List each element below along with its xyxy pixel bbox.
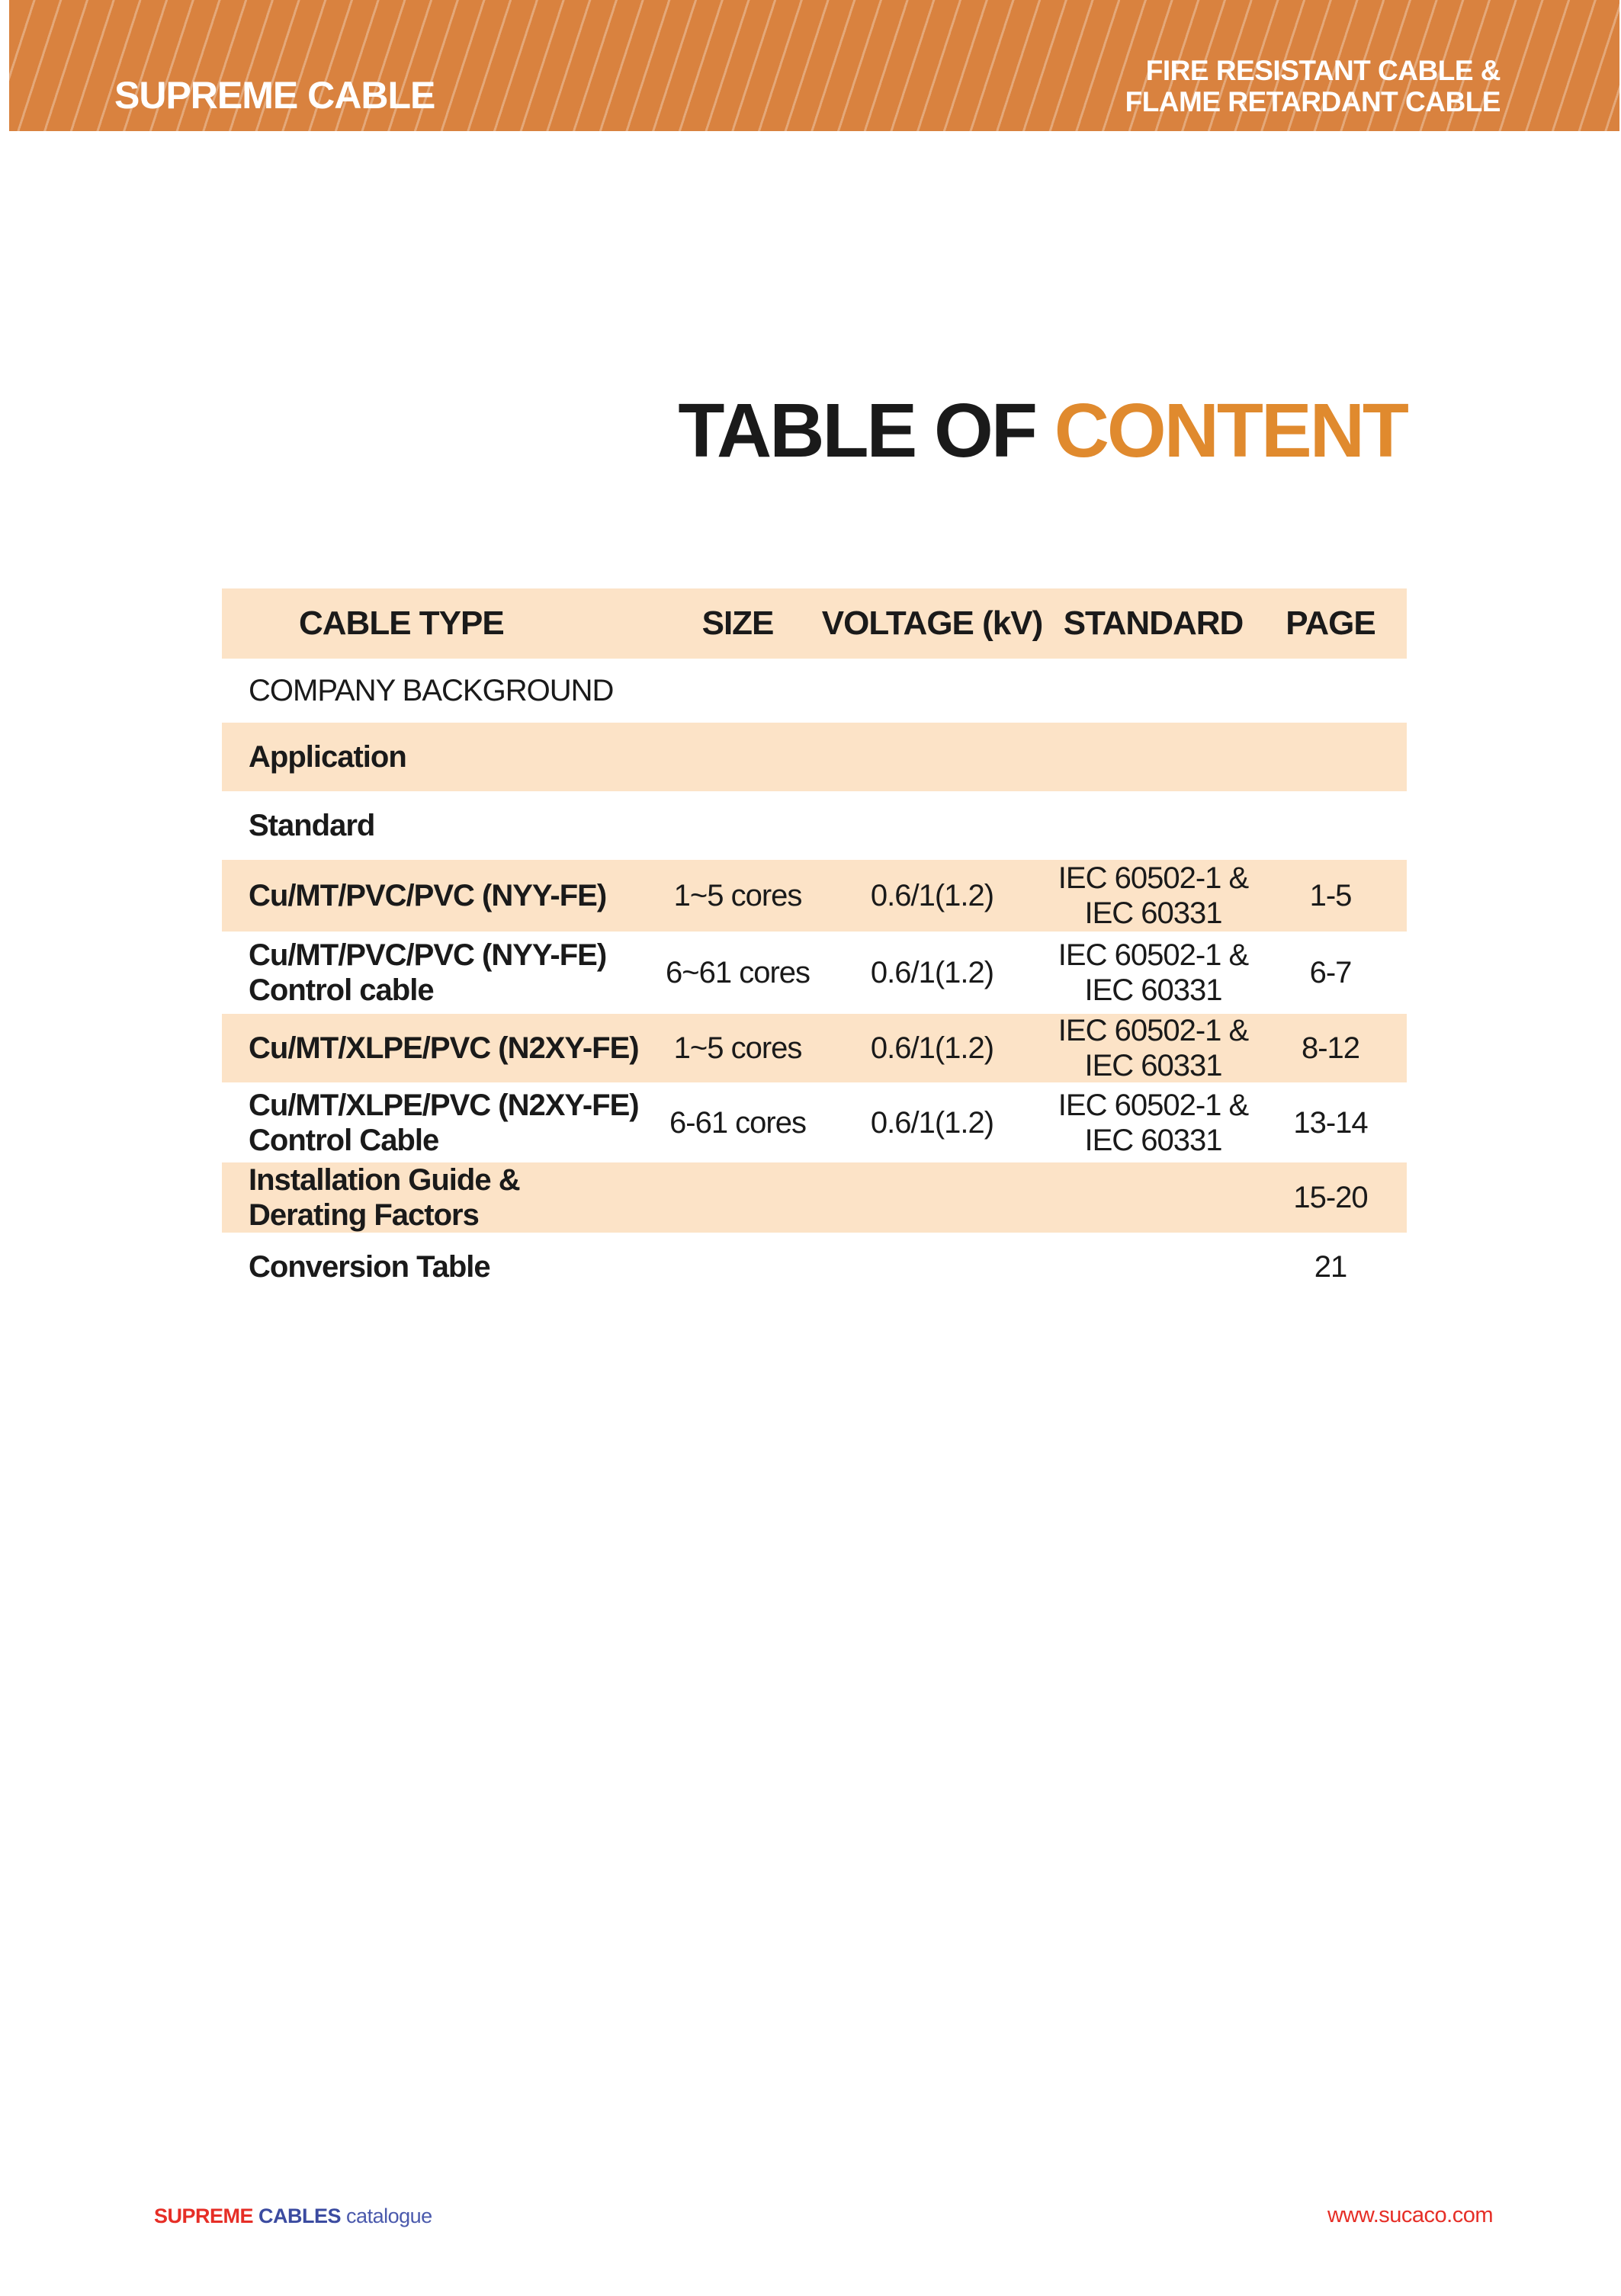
standard-line1: IEC 60502-1 & — [1058, 861, 1249, 895]
standard-line1: IEC 60502-1 & — [1058, 1088, 1249, 1122]
page-cell: 21 — [1314, 1249, 1347, 1284]
cable-line1: Cu/MT/XLPE/PVC (N2XY-FE) — [249, 1088, 639, 1122]
page-cell: 15-20 — [1293, 1181, 1368, 1214]
standard-line2: IEC 60331 — [1084, 896, 1222, 930]
standard-cell — [1052, 1013, 1254, 1083]
toc-row-application — [222, 723, 1407, 791]
voltage-cell: 0.6/1(1.2) — [870, 879, 994, 912]
footer-brand-blue: CABLES — [253, 2205, 347, 2227]
footer-website-link[interactable]: www.sucaco.com — [1327, 2203, 1493, 2227]
footer-brand — [154, 2205, 432, 2228]
toc-entry-label: COMPANY BACKGROUND — [249, 674, 614, 707]
size-cell: 1~5 cores — [673, 1031, 802, 1065]
size-cell: 6-61 cores — [669, 1105, 806, 1140]
header-subtitle-line2: FLAME RETARDANT CABLE — [1125, 86, 1501, 117]
toc-row-n2xy-fe — [222, 1014, 1407, 1082]
cable-line2: Control cable — [249, 973, 434, 1007]
toc-row-installation-guide — [222, 1162, 1407, 1233]
header-subtitle-line1: FIRE RESISTANT CABLE & — [1145, 55, 1501, 86]
page-cell: 13-14 — [1293, 1105, 1368, 1140]
toc-row-company-background — [222, 659, 1407, 723]
cable-line1: Cu/MT/PVC/PVC (NYY-FE) — [249, 938, 607, 972]
standard-cell — [1052, 861, 1254, 931]
standard-line2: IEC 60331 — [1084, 1049, 1222, 1082]
toc-entry-label — [222, 1162, 663, 1233]
footer-brand-catalogue: catalogue — [346, 2205, 432, 2227]
standard-cell — [1052, 938, 1254, 1008]
toc-entry-label: Conversion Table — [249, 1249, 490, 1284]
page-cell: 8-12 — [1301, 1031, 1360, 1065]
standard-cell — [1052, 1088, 1254, 1158]
cable-type-cell: Cu/MT/XLPE/PVC (N2XY-FE) — [249, 1031, 639, 1065]
column-header-page: PAGE — [1286, 604, 1375, 642]
footer-brand-red: SUPREME — [154, 2205, 254, 2227]
page-title-orange: CONTENT — [1054, 388, 1407, 473]
label-line2: Derating Factors — [249, 1198, 479, 1232]
standard-line2: IEC 60331 — [1084, 973, 1222, 1007]
toc-entry-label: Standard — [249, 809, 375, 842]
toc-row-nyy-fe-control — [222, 932, 1407, 1014]
toc-row-n2xy-fe-control — [222, 1082, 1407, 1162]
toc-table — [222, 588, 1407, 1300]
page-cell: 6-7 — [1309, 956, 1352, 989]
standard-line1: IEC 60502-1 & — [1058, 1014, 1249, 1047]
column-header-size: SIZE — [701, 604, 774, 642]
toc-header-row — [222, 588, 1407, 659]
column-header-voltage: VOLTAGE (kV) — [821, 604, 1043, 642]
page-title — [678, 388, 1407, 473]
cable-type-cell: Cu/MT/PVC/PVC (NYY-FE) — [249, 879, 607, 912]
size-cell: 1~5 cores — [673, 879, 802, 912]
brand-wordmark: SUPREME CABLE — [114, 74, 435, 117]
header-banner — [9, 0, 1619, 131]
voltage-cell: 0.6/1(1.2) — [870, 1105, 994, 1140]
standard-line1: IEC 60502-1 & — [1058, 938, 1249, 972]
column-header-cable-type: CABLE TYPE — [299, 604, 504, 642]
toc-row-conversion-table — [222, 1233, 1407, 1300]
label-line1: Installation Guide & — [249, 1163, 520, 1197]
page-title-black: TABLE OF — [678, 388, 1054, 473]
size-cell: 6~61 cores — [665, 956, 810, 989]
page-cell: 1-5 — [1309, 879, 1352, 912]
column-header-standard: STANDARD — [1063, 604, 1244, 642]
cable-type-cell — [222, 938, 663, 1008]
cable-type-cell — [222, 1088, 663, 1158]
cable-line2: Control Cable — [249, 1123, 439, 1157]
header-subtitle — [1125, 55, 1501, 117]
voltage-cell: 0.6/1(1.2) — [870, 1031, 994, 1065]
standard-line2: IEC 60331 — [1084, 1123, 1222, 1157]
toc-row-standard — [222, 791, 1407, 860]
toc-entry-label: Application — [249, 740, 406, 774]
toc-row-nyy-fe — [222, 860, 1407, 932]
voltage-cell: 0.6/1(1.2) — [870, 956, 994, 989]
